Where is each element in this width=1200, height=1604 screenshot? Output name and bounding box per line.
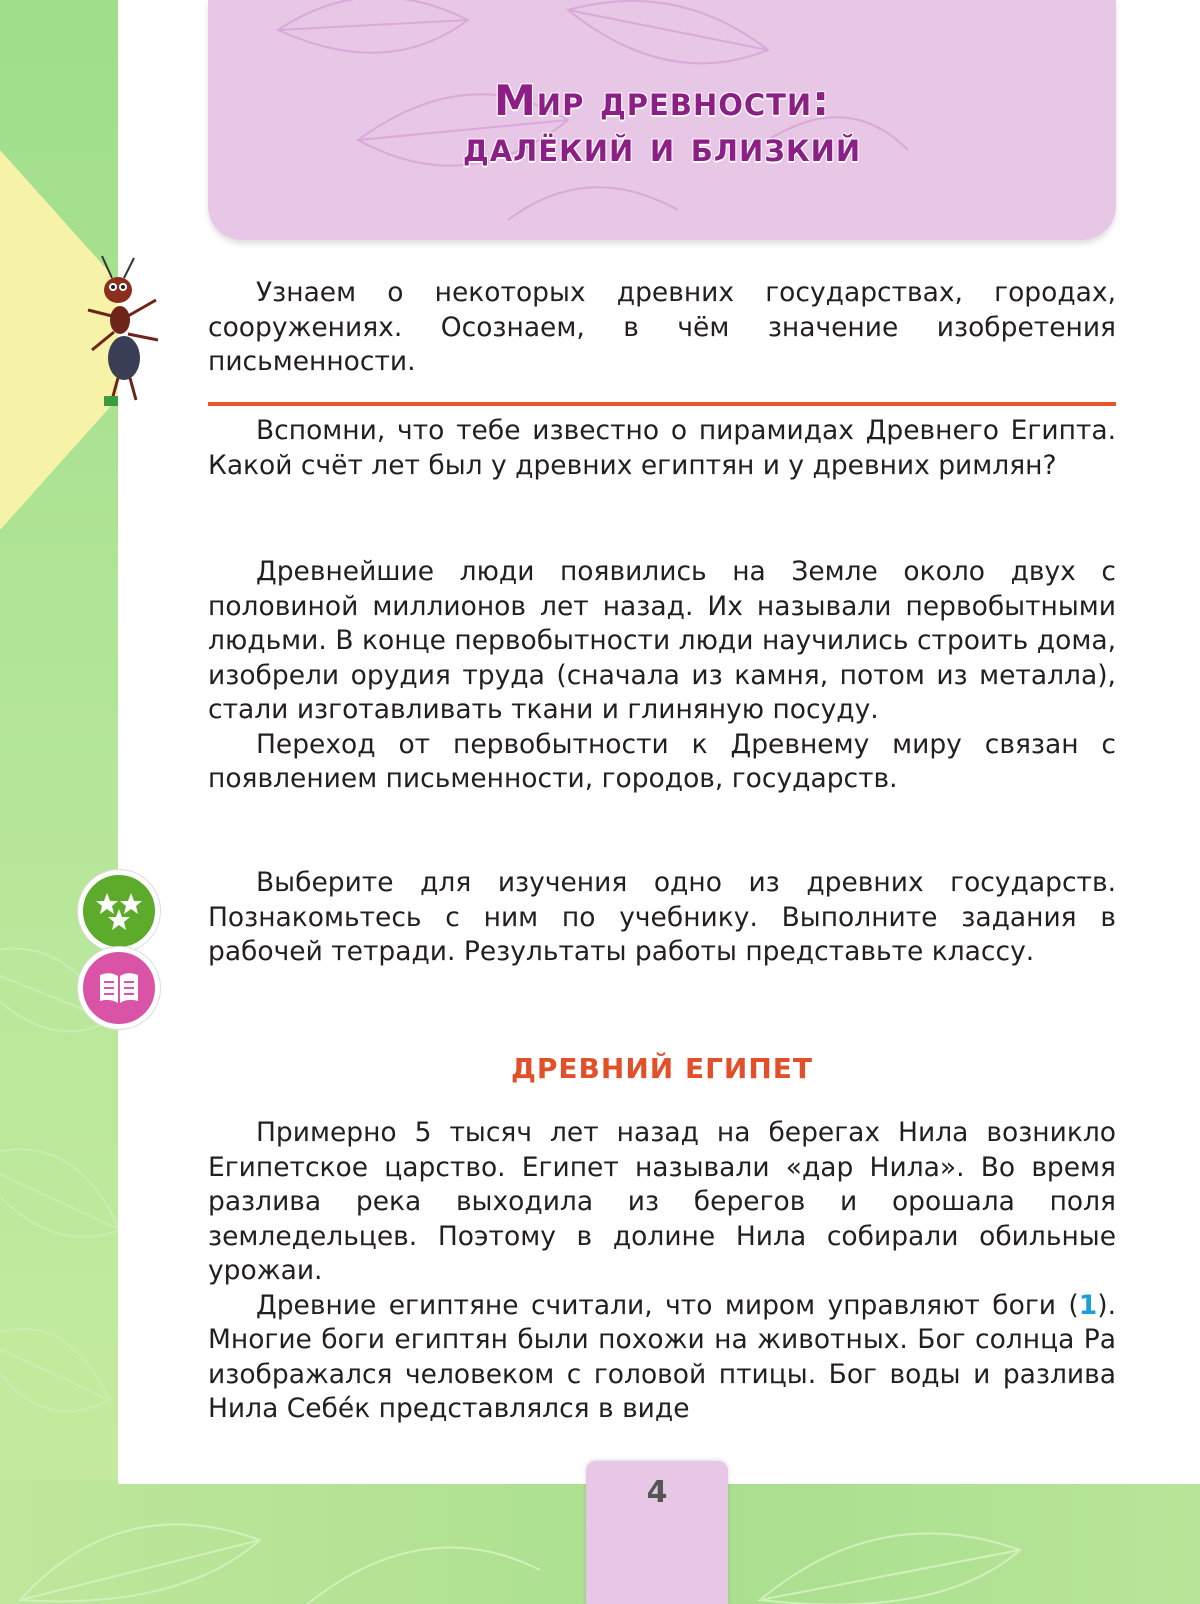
chapter-header (208, 0, 1116, 240)
section-text (208, 1116, 1116, 1427)
section-paragraph-2 (208, 1289, 1116, 1427)
section-title: ДРЕВНИЙ ЕГИПЕТ (510, 1052, 814, 1085)
recall-text (208, 414, 1116, 483)
section-paragraph-1: Примерно 5 тысяч лет назад на берегах Нила возникло Египетское царство. Египет называли «дар Нила». Во время разлива река выходила из берегов и орошала поля земледельцев. Поэтому в долине Нила собирали обильные урожаи. (208, 1117, 1116, 1286)
chapter-title (208, 78, 1116, 170)
stars-group-icon (91, 883, 147, 939)
page-number: 4 (646, 1475, 668, 1510)
main-text (208, 555, 1116, 797)
paragraph-1: Древнейшие люди появились на Земле около двух с половиной миллионов лет назад. Их называли первобытными людьми. В конце первобытности люди научились строить дома, изобрели орудия труда (сначала из камня, потом из металла), стали изготавливать ткани и глиняную посуду. (208, 556, 1116, 725)
ant-mascot-icon (78, 250, 178, 410)
recall-paragraph: Вспомни, что тебе известно о пирамидах Древнего Египта. Какой счёт лет был у древних египтян и у древних римлян? (208, 415, 1116, 481)
task-paragraph: Выберите для изучения одно из древних государств. Познакомьтесь с ним по учебнику. Выполните задания в рабочей тетради. Результаты работы представьте классу. (208, 867, 1116, 967)
open-book-icon (94, 963, 144, 1013)
illustration-reference: 1 (1078, 1289, 1098, 1321)
section-paragraph-2-end: ). Многие боги египтян были похожи на животных. Бог солнца Ра изображался человеком с головой птицы. Бог воды и разлива Нила Себéк представлялся в виде (208, 1289, 1116, 1424)
page-number-tab (586, 1461, 728, 1604)
chapter-title-line-2: далёкий и близкий (462, 122, 862, 171)
chapter-title-line-1: Мир древности: (494, 76, 830, 125)
intro-text (208, 276, 1116, 380)
intro-paragraph: Узнаем о некоторых древних государствах, городах, сооружениях. Осознаем, в чём значение изобретения письменности. (208, 277, 1116, 377)
paragraph-2: Переход от первобытности к Древнему миру связан с появлением письменности, городов, государств. (208, 728, 1116, 794)
group-work-badge (78, 870, 160, 952)
workbook-badge (78, 947, 160, 1029)
divider-rule (208, 402, 1116, 406)
task-text (208, 866, 1116, 970)
section-paragraph-2-start: Древние египтяне считали, что миром управляют боги ( (256, 1289, 1079, 1321)
